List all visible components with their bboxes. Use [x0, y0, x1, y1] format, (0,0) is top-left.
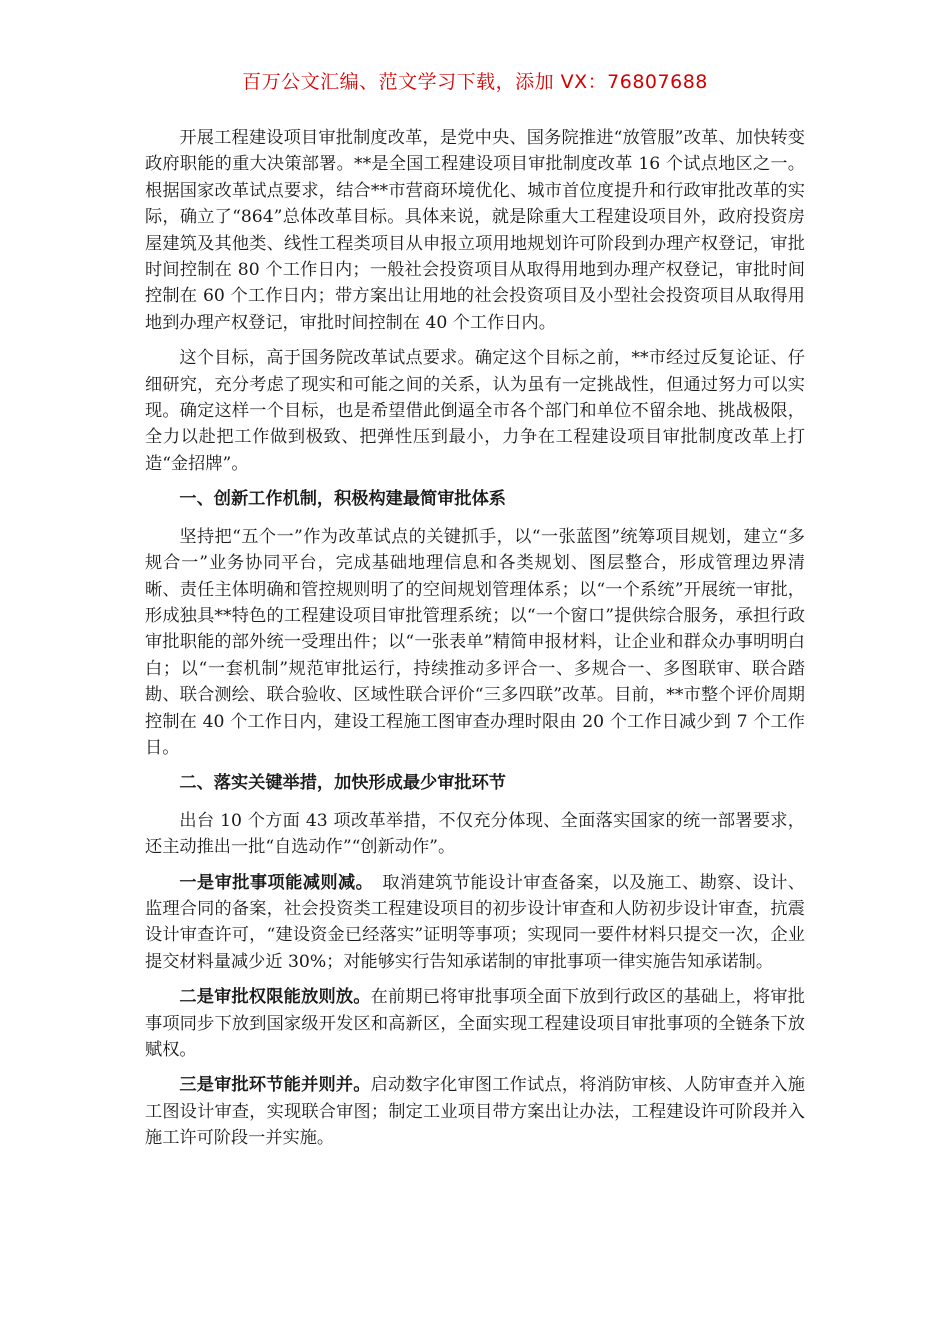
- section-heading-1: 一、创新工作机制，积极构建最简审批体系: [179, 489, 506, 510]
- paragraph-delegate-authority: [145, 984, 805, 1063]
- section-heading-2: 二、落实关键举措，加快形成最少审批环节: [179, 773, 506, 794]
- paragraph-goal: 这个目标，高于国务院改革试点要求。确定这个目标之前，**市经过反复论证、仔细研究，充分考虑了现实和可能之间的关系，认为虽有一定挑战性，但通过努力可以实现。确定这样一个目标，也是希望借此倒逼全市各个部门和单位不留余地、挑战极限，全力以赴把工作做到极致、把弹性压到最小，力争在工程建设项目审批制度改革上打造“金招牌”。: [145, 348, 805, 474]
- paragraph-merge-steps: [145, 1072, 805, 1151]
- paragraph-lead: 一是审批事项能减则减。: [179, 872, 365, 893]
- paragraph-lead: 三是审批环节能并则并。: [179, 1075, 371, 1096]
- paragraph-reduce-items: [145, 870, 805, 976]
- paragraph-lead: 二是审批权限能放则放。: [179, 987, 371, 1008]
- paragraph-text: 取消建筑节能设计审查备案，以及施工、勘察、设计、监理合同的备案，社会投资类工程建设项目的初步设计审查和人防初步设计审查，抗震设计审查许可，“建设资金已经落实”证明等事项；实现同一要件材料只提交一次，企业提交材料量减少近 30%；对能够实行告知承诺制的审批事项一律实施告知承诺制。: [145, 872, 805, 972]
- paragraph-five-ones: 坚持把“五个一”作为改革试点的关键抓手，以“一张蓝图”统筹项目规划，建立“多规合一”业务协同平台，完成基础地理信息和各类规划、图层整合，形成管理边界清晰、责任主体明确和管控规则明了的空间规划管理体系；以“一个系统”开展统一审批，形成独具**特色的工程建设项目审批管理系统；以“一个窗口”提供综合服务，承担行政审批职能的部外统一受理出件；以“一张表单”精简申报材料，让企业和群众办事明明白白；以“一套机制”规范审批运行，持续推动多评合一、多规合一、多图联审、联合踏勘、联合测绘、联合验收、区域性联合评价“三多四联”改革。目前，**市整个评价周期控制在 40 个工作日内，建设工程施工图审查办理时限由 20 个工作日减少到 7 个工作日。: [145, 526, 805, 758]
- document-body: [145, 125, 805, 1161]
- paragraph-intro: 开展工程建设项目审批制度改革，是党中央、国务院推进“放管服”改革、加快转变政府职能的重大决策部署。**是全国工程建设项目审批制度改革 16 个试点地区之一。根据国家改革试点要求，结合**市营商环境优化、城市首位度提升和行政审批改革的实际，确立了“864”总体改革目标。具体来说，就是除重大工程建设项目外，政府投资房屋建筑及其他类、线性工程类项目从申报立项用地规划许可阶段到办理产权登记，审批时间控制在 80 个工作日内；一般社会投资项目从取得用地到办理产权登记，审批时间控制在 60 个工作日内；带方案出让用地的社会投资项目及小型社会投资项目从取得用地到办理产权登记，审批时间控制在 40 个工作日内。: [145, 128, 805, 333]
- paragraph-text: 启动数字化审图工作试点，将消防审核、人防审查并入施工图设计审查，实现联合审图；制定工业项目带方案出让办法，工程建设许可阶段并入施工许可阶段一并实施。: [145, 1075, 805, 1149]
- watermark-header: 百万公文汇编、范文学习下载，添加 VX：76807688: [242, 71, 708, 93]
- paragraph-measures: 出台 10 个方面 43 项改革举措，不仅充分体现、全面落实国家的统一部署要求，还主动推出一批“自选动作”“创新动作”。: [145, 810, 805, 858]
- paragraph-text: 在前期已将审批事项全面下放到行政区的基础上，将审批事项同步下放到国家级开发区和高新区，全面实现工程建设项目审批事项的全链条下放赋权。: [145, 987, 805, 1060]
